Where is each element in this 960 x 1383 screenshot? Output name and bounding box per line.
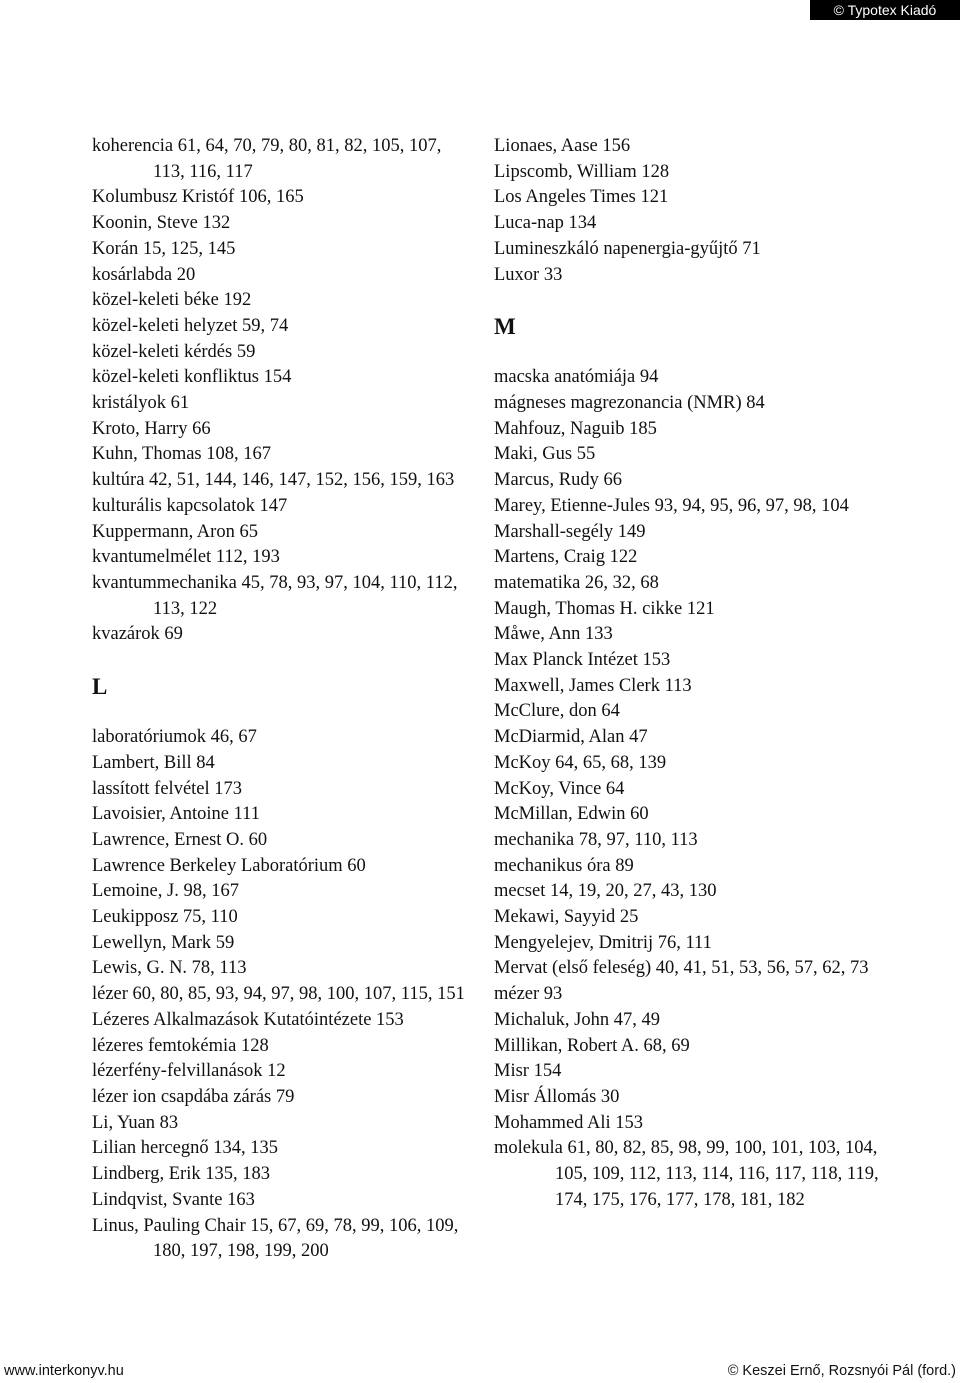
index-entry: lézeres femtokémia 128: [92, 1035, 269, 1056]
index-entry: lézer 60, 80, 85, 93, 94, 97, 98, 100, 107, 115, 151: [92, 984, 465, 1005]
index-entry: Martens, Craig 122: [494, 547, 638, 568]
index-entry: mechanikus óra 89: [494, 855, 634, 876]
index-entry: mézer 93: [494, 984, 563, 1005]
index-entry: McKoy, Vince 64: [494, 778, 625, 799]
publisher-badge: © Typotex Kiadó: [810, 0, 960, 20]
index-entry: Lavoisier, Antoine 111: [92, 804, 260, 825]
index-column-left: [92, 134, 477, 1265]
index-entry: közel-keleti kérdés 59: [92, 341, 256, 362]
index-entry: Luxor 33: [494, 264, 563, 285]
index-entry: kristályok 61: [92, 393, 190, 414]
section-letter-heading: M: [494, 313, 516, 339]
index-entry: Millikan, Robert A. 68, 69: [494, 1035, 690, 1056]
index-entry: mechanika 78, 97, 110, 113: [494, 829, 698, 850]
index-entry: Li, Yuan 83: [92, 1112, 179, 1133]
index-entry: közel-keleti konfliktus 154: [92, 367, 292, 388]
index-entry: Lindqvist, Svante 163: [92, 1189, 255, 1210]
index-entry: Luca-nap 134: [494, 213, 597, 234]
index-entry: McClure, don 64: [494, 701, 620, 722]
index-entry: Lézeres Alkalmazások Kutatóintézete 153: [92, 1009, 404, 1030]
index-entry: Maugh, Thomas H. cikke 121: [494, 598, 715, 619]
index-entry: koherencia 61, 64, 70, 79, 80, 81, 82, 105, 107, 113, 116, 117: [92, 136, 442, 182]
index-entry: matematika 26, 32, 68: [494, 572, 659, 593]
footer-website: www.interkonyv.hu: [4, 1363, 124, 1379]
index-entry: McDiarmid, Alan 47: [494, 727, 648, 748]
index-entry: Lumineszkáló napenergia-gyűjtő 71: [494, 238, 761, 259]
index-entry: McMillan, Edwin 60: [494, 804, 649, 825]
index-entry: mágneses magrezonancia (NMR) 84: [494, 393, 765, 413]
index-entry: Kroto, Harry 66: [92, 418, 211, 439]
index-entry: kvazárok 69: [92, 624, 183, 645]
index-entry: Kolumbusz Kristóf 106, 165: [92, 187, 304, 208]
index-entry: Lilian hercegnő 134, 135: [92, 1138, 278, 1159]
index-entry: lassított felvétel 173: [92, 778, 243, 799]
index-entry: Måwe, Ann 133: [494, 624, 613, 645]
index-entry: Mahfouz, Naguib 185: [494, 418, 657, 439]
index-entry: Lionaes, Aase 156: [494, 136, 631, 156]
index-entry: mecset 14, 19, 20, 27, 43, 130: [494, 881, 717, 902]
index-entry: közel-keleti béke 192: [92, 290, 252, 311]
index-entry: Linus, Pauling Chair 15, 67, 69, 78, 99, 106, 109, 180, 197, 198, 199, 200: [92, 1215, 459, 1262]
index-entry: Michaluk, John 47, 49: [494, 1009, 660, 1030]
index-entry: Lewis, G. N. 78, 113: [92, 958, 247, 979]
index-entry: Lawrence, Ernest O. 60: [92, 829, 268, 850]
index-entry: McKoy 64, 65, 68, 139: [494, 752, 667, 773]
index-entry: kosárlabda 20: [92, 264, 196, 285]
index-entry: lézer ion csapdába zárás 79: [92, 1086, 295, 1107]
index-entry: Mekawi, Sayyid 25: [494, 907, 639, 928]
index-entry: kvantumelmélet 112, 193: [92, 547, 280, 568]
index-entry: Lambert, Bill 84: [92, 752, 215, 773]
index-entry: Mengyelejev, Dmitrij 76, 111: [494, 932, 712, 953]
index-entry: Kuhn, Thomas 108, 167: [92, 444, 272, 465]
index-entry: Kuppermann, Aron 65: [92, 521, 258, 542]
index-entry: Korán 15, 125, 145: [92, 238, 236, 259]
index-entry: kultúra 42, 51, 144, 146, 147, 152, 156, 159, 163: [92, 470, 455, 491]
index-entry: Los Angeles Times 121: [494, 187, 669, 208]
index-entry: laboratóriumok 46, 67: [92, 727, 257, 748]
index-entry: Misr Állomás 30: [494, 1086, 620, 1107]
index-entry: macska anatómiája 94: [494, 367, 659, 388]
index-entry: molekula 61, 80, 82, 85, 98, 99, 100, 101, 103, 104, 105, 109, 112, 113, 114, 116, 117, 118, 119, 174, 175, 176, 177, 178, 181, 182: [494, 1138, 879, 1210]
section-letter-heading: L: [92, 673, 108, 699]
index-entry: Lawrence Berkeley Laboratórium 60: [92, 855, 366, 876]
index-entry: kvantummechanika 45, 78, 93, 97, 104, 110, 112, 113, 122: [92, 572, 458, 619]
index-entry: kulturális kapcsolatok 147: [92, 495, 288, 516]
index-entry: Lipscomb, William 128: [494, 161, 670, 182]
index-entry: Lindberg, Erik 135, 183: [92, 1164, 270, 1185]
index-entry: Mervat (első feleség) 40, 41, 51, 53, 56, 57, 62, 73: [494, 958, 869, 979]
index-entry: Max Planck Intézet 153: [494, 650, 671, 671]
index-entry: Misr 154: [494, 1061, 562, 1082]
index-column-right: [494, 134, 879, 1214]
footer-copyright: © Keszei Ernő, Rozsnyói Pál (ford.): [727, 1363, 956, 1379]
index-entry: Mohammed Ali 153: [494, 1112, 644, 1133]
index-entry: Maki, Gus 55: [494, 444, 596, 465]
index-entry: Leukipposz 75, 110: [92, 907, 238, 928]
index-entry: Marey, Etienne-Jules 93, 94, 95, 96, 97, 98, 104: [494, 495, 849, 516]
index-entry: Lemoine, J. 98, 167: [92, 881, 239, 902]
index-entry: Maxwell, James Clerk 113: [494, 675, 692, 696]
index-entry: Marcus, Rudy 66: [494, 470, 622, 491]
index-entry: közel-keleti helyzet 59, 74: [92, 315, 289, 336]
index-entry: Lewellyn, Mark 59: [92, 932, 235, 953]
index-entry: Koonin, Steve 132: [92, 213, 231, 234]
index-entry: Marshall-segély 149: [494, 521, 646, 542]
index-entry: lézerfény-felvillanások 12: [92, 1061, 286, 1082]
